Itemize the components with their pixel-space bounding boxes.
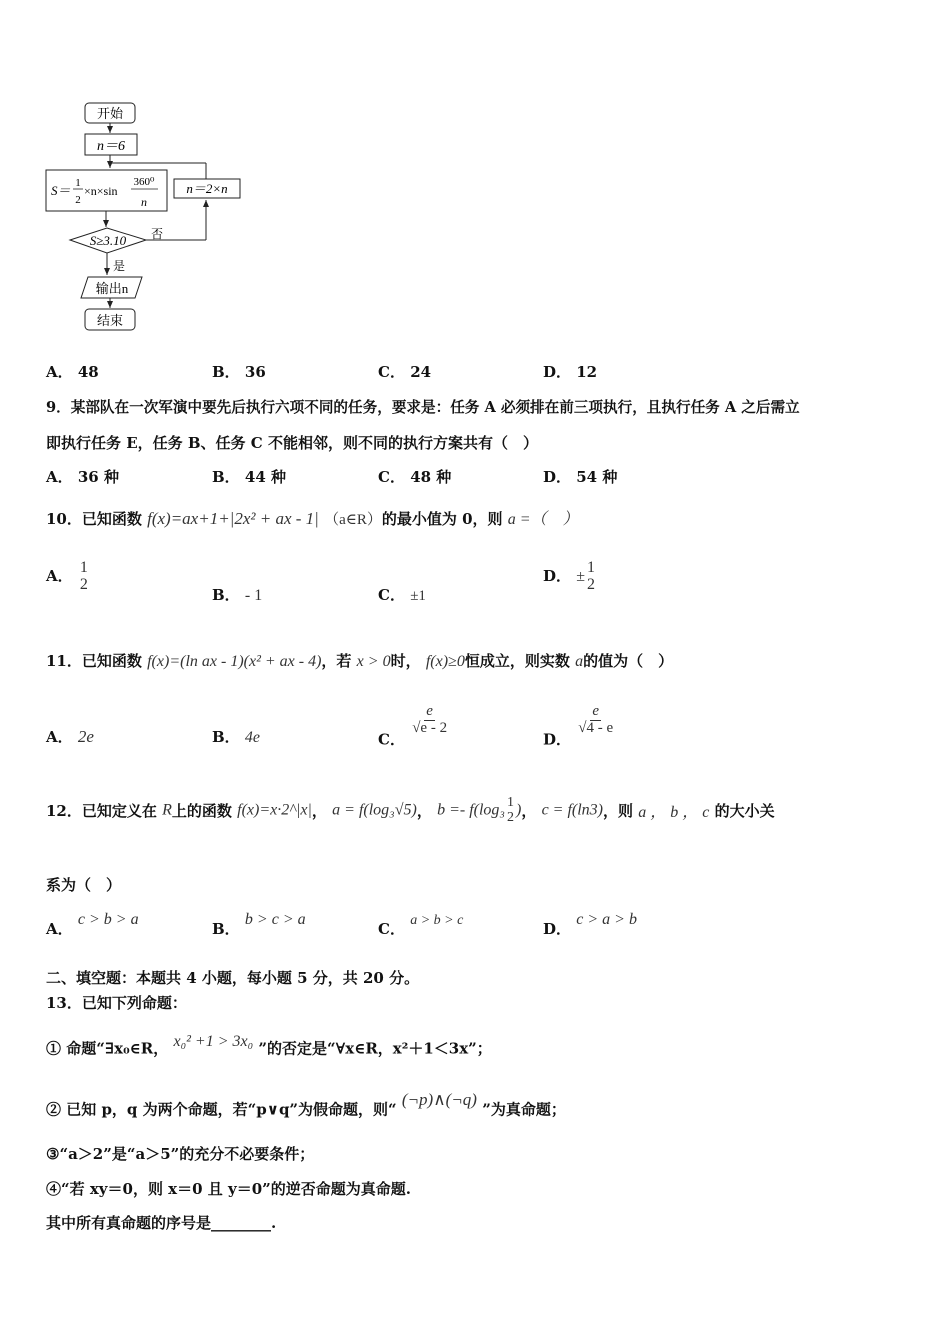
q13-ask: 其中所有真命题的序号是________.: [46, 1214, 277, 1232]
q10-option-d: D． ± 1 2: [543, 559, 596, 593]
output-text: 输出n: [95, 281, 129, 296]
init-text: n＝6: [97, 139, 125, 154]
q11-func: f(x)=(ln ax - 1)(x² + ax - 4): [147, 653, 322, 670]
q10-stem: 10．已知函数 f(x)=ax+1+|2x² + ax - 1| （a∈R）的最小值为 0，则 a =（ ）: [46, 509, 579, 528]
q9-line2: 即执行任务 E，任务 B、任务 C 不能相邻，则不同的执行方案共有（ ）: [46, 434, 538, 452]
q8-option-a: A． 48: [46, 363, 99, 381]
q9-option-a: A． 36 种: [46, 468, 119, 486]
q12-stem: 12．已知定义在 R上的函数 f(x)=x·2^|x|， a = f(log₃√5)， b =- f(log₃ 1 2 )， c = f(ln3)，则 a ， b ， c 的大小关: [46, 795, 775, 825]
q12-line2: 系为（ ）: [46, 876, 122, 894]
q12-option-c: C． a > b > c: [378, 913, 464, 938]
formula-angle-den: n: [141, 195, 147, 209]
q10-option-b: B． - 1: [212, 586, 263, 604]
q9-option-d: D． 54 种: [543, 468, 618, 486]
q13-proposition-2: ② 已知 p，q 为两个命题，若“p∨q”为假命题，则“ (¬p)∧(¬q) ”为真命题；: [46, 1090, 566, 1119]
q9-option-b: B． 44 种: [212, 468, 287, 486]
q11-option-d: D． $\frac{e}{√4 - e}$: [543, 703, 614, 749]
condition-text: S≥3.10: [89, 233, 127, 248]
end-text: 结束: [96, 313, 124, 328]
no-label: 否: [151, 227, 164, 241]
formula-half-num: 1: [75, 177, 81, 189]
start-text: 开始: [96, 106, 124, 121]
q8-option-d: D． 12: [543, 363, 598, 381]
q11-option-a: A． 2e: [46, 727, 94, 746]
q13-proposition-1: ① 命题“∃x₀∈R， x₀² +1 > 3x₀ ”的否定是“∀x∈R，x²＋1＜3x”；: [46, 1033, 492, 1058]
q13-proposition-3: ③“a＞2”是“a＞5”的充分不必要条件；: [46, 1145, 315, 1163]
q9-option-c: C． 48 种: [378, 468, 452, 486]
formula-s: S＝: [51, 183, 71, 198]
q11-option-b: B． 4e: [212, 728, 261, 746]
section2-title: 二、填空题：本题共 4 小题，每小题 5 分，共 20 分。: [46, 969, 420, 987]
q8-option-b: B． 36: [212, 363, 266, 381]
q10-option-a: A． 1 2: [46, 559, 88, 593]
formula-half-den: 2: [75, 194, 81, 206]
q10-option-c: C． ±1: [378, 586, 426, 604]
q9-line1: 9．某部队在一次军演中要先后执行六项不同的任务，要求是：任务 A 必须排在前三项执行，且执行任务 A 之后需立: [46, 399, 800, 416]
formula-mid: ×n×sin: [84, 184, 118, 198]
yes-label: 是: [113, 259, 126, 273]
q12-option-d: D． c > a > b: [543, 911, 637, 938]
q12-option-a: A． c > b > a: [46, 911, 139, 938]
q10-func: f(x)=ax+1+|2x² + ax - 1|: [147, 509, 319, 528]
q8-option-c: C． 24: [378, 363, 432, 381]
update-text: n＝2×n: [186, 181, 228, 196]
q13-stem: 13．已知下列命题：: [46, 994, 187, 1012]
q12-func: f(x)=x·2^|x|: [237, 801, 312, 819]
q13-proposition-4: ④“若 xy＝0，则 x＝0 且 y＝0”的逆否命题为真命题.: [46, 1180, 411, 1198]
formula-angle-num: 360⁰: [133, 176, 155, 188]
q12-option-b: B． b > c > a: [212, 911, 306, 938]
q11-option-c: C． $\frac{e}{√e - 2}$: [378, 703, 448, 749]
flowchart: [40, 98, 260, 338]
q11-stem: 11．已知函数 f(x)=(ln ax - 1)(x² + ax - 4)，若 x > 0时， f(x)≥0恒成立，则实数 a的值为（ ）: [46, 652, 674, 670]
